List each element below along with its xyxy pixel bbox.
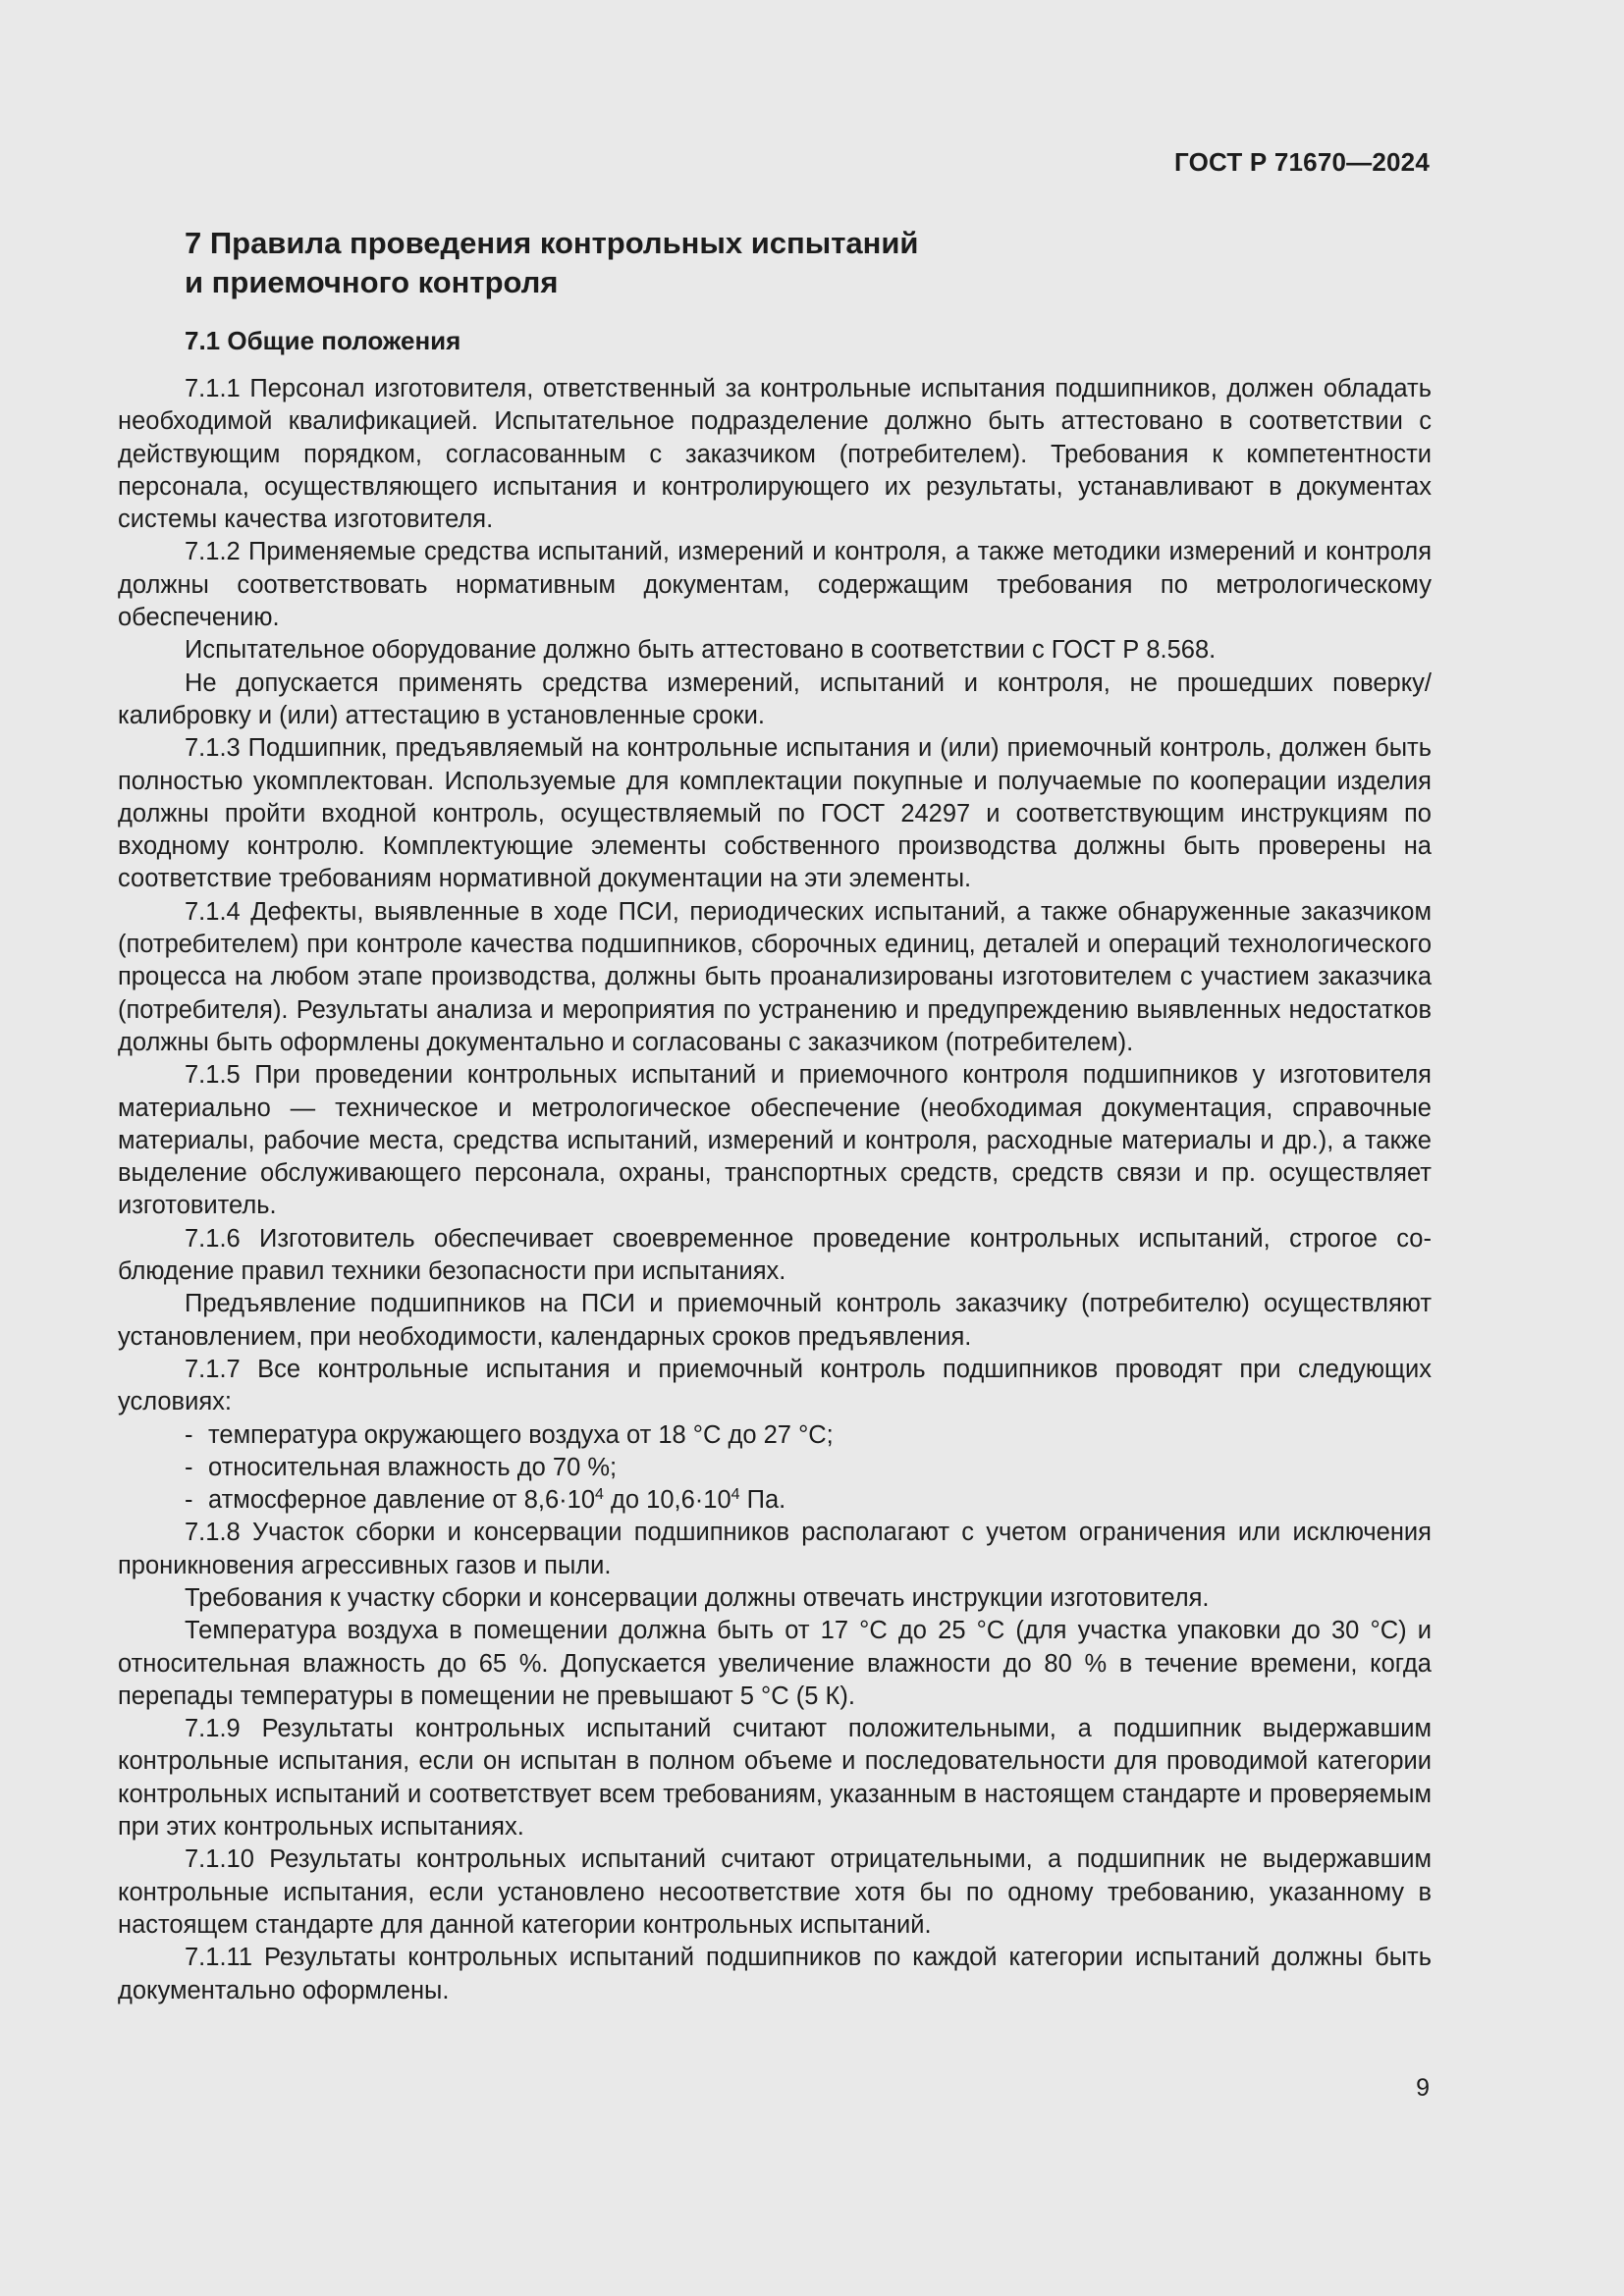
paragraph-7-1-1: 7.1.1 Персонал изготовителя, ответственный за контрольные испытания подшипников, должен обладать необходимой квалификацией. Испытательное подразделение должно быть аттестовано в соответствии с действующим порядком, согласованным с заказчиком (потребителем). Требования к компетентности персонала, осуществляющего испытания и контролирующего их результаты, устанавливают в документах системы качества изготовителя. xyxy=(118,375,1432,534)
paragraph-7-1-10: 7.1.10 Результаты контрольных испытаний считают отрицательными, а подшипник не выдержавшим контрольные испытания, если установлено несоответствие хотя бы по одному требованию, указанному в настоящем стандарте для данной категории контрольных испытаний. xyxy=(118,1845,1432,1939)
standard-code-header: ГОСТ Р 71670—2024 xyxy=(1174,147,1430,177)
exponent: 4 xyxy=(731,1486,740,1504)
paragraph-7-1-3: 7.1.3 Подшипник, предъявляемый на контрольные испытания и (или) приемочный контроль, должен быть полностью укомплектован. Используемые для комплектации покупные и получаемые по кооперации изделия должны пройти входной контроль, осуществляемый по ГОСТ 24297 и соответствующим инструкциям по входному контролю. Комплектующие элементы собственного производства должны быть проверены на соответствие требованиям нормативной документации на эти элементы. xyxy=(118,734,1432,893)
paragraph-7-1-7: 7.1.7 Все контрольные испытания и приемочный контроль подшипников проводят при следующих условиях: xyxy=(118,1355,1432,1416)
paragraph-7-1-8: 7.1.8 Участок сборки и консервации подшипников располагают с учетом ограничения или исключения проникновения агрессивных газов и пыли. xyxy=(118,1519,1432,1579)
page-number: 9 xyxy=(1416,2074,1430,2102)
paragraph-7-1-8-requirements: Требования к участку сборки и консервации должны отвечать инструкции изготовителя. xyxy=(185,1583,1210,1612)
list-dash: - xyxy=(185,1486,193,1515)
list-item-humidity xyxy=(118,1452,1432,1484)
list-item-text: температура окружающего воздуха от 18 °С до 27 °С; xyxy=(208,1420,834,1449)
list-item-text-part3: Па. xyxy=(739,1486,786,1515)
list-item-pressure xyxy=(118,1484,1432,1517)
list-item-text-part1: атмосферное давление от 8,6·10 xyxy=(208,1486,596,1515)
exponent: 4 xyxy=(595,1486,604,1504)
paragraph-7-1-8-temperature: Температура воздуха в помещении должна быть от 17 °С до 25 °С (для участка упаковки до 30 °С) и относительная влажность до 65 %. Допускается увеличение влажности до 80 % в течение времени, когда перепады температуры в помещении не превышают 5 °С (5 К). xyxy=(118,1617,1432,1710)
section-title xyxy=(185,224,1068,302)
paragraph-7-1-6: 7.1.6 Изготовитель обеспечивает своевременное проведение контрольных испытаний, строгое соблюдение правил техники безопасности при испытаниях. xyxy=(118,1224,1432,1286)
paragraph-7-1-2: 7.1.2 Применяемые средства испытаний, измерений и контроля, а также методики измерений и контроля должны соответствовать нормативным документам, содержащим требования по метрологическому обеспечению. xyxy=(118,538,1432,632)
paragraph-7-1-11: 7.1.11 Результаты контрольных испытаний подшипников по каждой категории испытаний должны быть документально оформлены. xyxy=(118,1944,1432,2004)
list-item-text: относительная влажность до 70 %; xyxy=(208,1453,618,1481)
paragraph-7-1-9: 7.1.9 Результаты контрольных испытаний считают положительными, а подшипник выдержавшим контрольные испытания, если он испытан в полном объеме и последовательности для проводимой категории контрольных испытаний и соответствует всем требованиям, указанным в настоящем стандарте и проверяемым при этих контрольных испытаниях. xyxy=(118,1715,1432,1842)
list-item-temperature xyxy=(118,1419,1432,1452)
list-dash: - xyxy=(185,1453,193,1481)
document-body xyxy=(118,373,1432,2007)
paragraph-7-1-2-verification: Не допускается применять средства измерений, испытаний и контроля, не прошедших поверку/калибровку и (или) аттестацию в установленные сроки. xyxy=(118,668,1432,729)
section-title-line1: 7 Правила проведения контрольных испытаний xyxy=(185,226,919,260)
list-item-text-part2: до 10,6·10 xyxy=(603,1486,731,1515)
paragraph-7-1-2-equipment: Испытательное оборудование должно быть аттестовано в соответствии с ГОСТ Р 8.568. xyxy=(185,636,1217,665)
subsection-title: 7.1 Общие положения xyxy=(185,326,461,355)
paragraph-7-1-5: 7.1.5 При проведении контрольных испытаний и приемочного контроля подшипников у изготовителя материально — техническое и метрологическое обеспечение (необходимая документация, справочные материалы, рабочие места, средства испытаний, измерений и контроля, расходные материалы и др.), а также выделение обслуживающего персонала, охраны, транспортных средств, средств связи и пр. осуществляет изготовитель. xyxy=(118,1061,1432,1220)
paragraph-7-1-6-presentation: Предъявление подшипников на ПСИ и приемочный контроль заказчику (потребителю) осуществляют установлением, при необходимости, календарных сроков предъявления. xyxy=(118,1290,1432,1351)
paragraph-7-1-4: 7.1.4 Дефекты, выявленные в ходе ПСИ, периодических испытаний, а также обнаруженные заказчиком (потребителем) при контроле качества подшипников, сборочных единиц, деталей и операций технологического процесса на любом этапе производства, должны быть проанализированы изготовителем с участием заказчика (потребителя). Результаты анализа и мероприятия по устранению и предупреждению выявленных недостатков должны быть оформлены документально и согласованы с заказчиком (потребителем). xyxy=(118,897,1432,1056)
section-title-line2: и приемочного контроля xyxy=(185,265,559,299)
list-dash: - xyxy=(185,1420,193,1449)
